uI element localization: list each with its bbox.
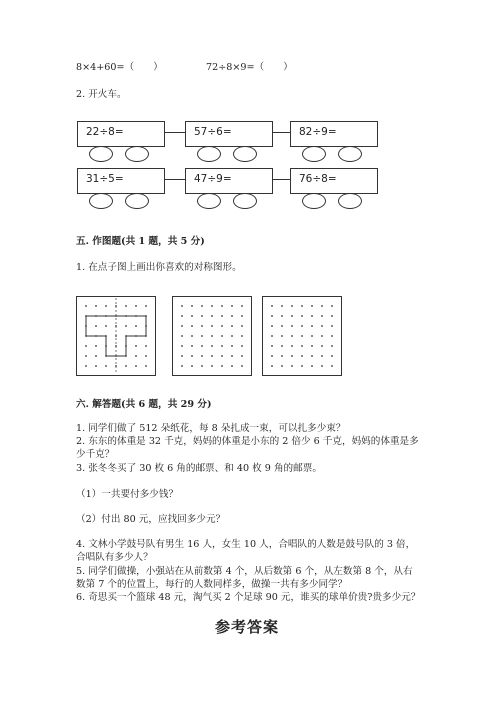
grid-dot [301, 345, 303, 347]
grid-dot [231, 355, 233, 357]
grid-dot [231, 315, 233, 317]
grid-dot [291, 315, 293, 317]
grid-dot [201, 335, 203, 337]
grid-dot [221, 305, 223, 307]
section-6-question-3-part-1: （1）一共要付多少钱？ [76, 489, 179, 500]
answer-section-title: 参考答案 [215, 618, 280, 636]
grid-dot [221, 315, 223, 317]
calc-question-1: 8×4+60=（ ） [76, 62, 163, 73]
grid-dot [181, 365, 183, 367]
grid-dot [221, 355, 223, 357]
grid-dot [311, 315, 313, 317]
grid-dot [105, 325, 107, 327]
grid-dot [311, 345, 313, 347]
question-2-label: 2. 开火车。 [76, 89, 127, 100]
section-5-heading: 五. 作图题(共 1 题，共 5 分) [76, 236, 205, 247]
grid-dot [321, 365, 323, 367]
train-car-4-expression: 31÷5= [86, 173, 124, 185]
grid-dot [125, 305, 127, 307]
grid-dot [85, 365, 87, 367]
grid-dot [231, 325, 233, 327]
train-car-5-expression: 47÷9= [194, 173, 232, 185]
section-6-question-4-line-1: 4. 文林小学鼓号队有男生 16 人，女生 10 人，合唱队的人数是鼓号队的 3 倍， [76, 539, 416, 550]
train-car-1-expression: 22÷8= [86, 126, 124, 138]
grid-dot [281, 335, 283, 337]
grid-dot [291, 325, 293, 327]
train-connector [164, 179, 185, 180]
grid-dot [221, 345, 223, 347]
grid-dot [211, 325, 213, 327]
grid-dot [201, 355, 203, 357]
grid-dot [321, 345, 323, 347]
grid-dot [241, 365, 243, 367]
grid-dot [191, 325, 193, 327]
grid-dot [211, 315, 213, 317]
grid-dot [291, 365, 293, 367]
train-connector [272, 132, 290, 133]
grid-dot [221, 365, 223, 367]
grid-dot [331, 325, 333, 327]
section-5-question-1: 1. 在点子图上画出你喜欢的对称图形。 [76, 262, 242, 273]
grid-dot [281, 325, 283, 327]
grid-dot [271, 365, 273, 367]
train-car-6 [290, 168, 378, 194]
grid-dot [105, 305, 107, 307]
grid-dot [85, 345, 87, 347]
grid-dot [271, 345, 273, 347]
section-6-question-1: 1. 同学们做了 512 朵纸花，每 8 朵扎成一束，可以扎多少束？ [76, 423, 346, 434]
section-6-question-4-line-2: 合唱队有多少人？ [76, 552, 153, 563]
train-car-4 [77, 168, 165, 194]
grid-dot [231, 345, 233, 347]
grid-dot [271, 335, 273, 337]
grid-dot [281, 355, 283, 357]
grid-dot [201, 315, 203, 317]
grid-dot [95, 355, 97, 357]
train-wheel [338, 193, 362, 209]
grid-dot [241, 335, 243, 337]
dot-grid-example [76, 296, 156, 376]
grid-dot [241, 345, 243, 347]
dot-grid-blank-2[interactable] [262, 296, 342, 376]
grid-dot [191, 355, 193, 357]
train-wheel [197, 146, 221, 162]
train-wheel [197, 193, 221, 209]
train-wheel [89, 193, 113, 209]
grid-dot [191, 305, 193, 307]
grid-dot [211, 365, 213, 367]
grid-dot [271, 325, 273, 327]
grid-dot [135, 355, 137, 357]
grid-dot [321, 315, 323, 317]
train-wheel [233, 146, 257, 162]
grid-dot [301, 305, 303, 307]
train-wheel [125, 193, 149, 209]
grid-dot [125, 365, 127, 367]
dot-grid-blank-1[interactable] [172, 296, 252, 376]
grid-dot [291, 345, 293, 347]
train-connector [164, 132, 185, 133]
grid-dot [145, 345, 147, 347]
grid-dot [241, 315, 243, 317]
grid-dot [95, 305, 97, 307]
grid-dot [301, 365, 303, 367]
grid-dot [181, 315, 183, 317]
grid-dot [231, 335, 233, 337]
train-car-3-expression: 82÷9= [299, 126, 337, 138]
grid-dot [211, 345, 213, 347]
grid-dot [311, 355, 313, 357]
grid-dot [281, 365, 283, 367]
grid-dot [135, 345, 137, 347]
grid-dot [181, 305, 183, 307]
train-wheel [125, 146, 149, 162]
grid-dot [105, 365, 107, 367]
grid-dot [181, 335, 183, 337]
grid-dot [331, 345, 333, 347]
grid-dot [241, 305, 243, 307]
grid-dot [125, 325, 127, 327]
grid-dot [145, 305, 147, 307]
grid-dot [311, 325, 313, 327]
grid-dot [281, 315, 283, 317]
train-car-2-expression: 57÷6= [194, 126, 232, 138]
train-wheel [302, 146, 326, 162]
grid-dot [85, 355, 87, 357]
grid-dot [311, 305, 313, 307]
grid-dot [301, 335, 303, 337]
section-6-question-5-line-2: 数第 7 个的位置上，每行的人数同样多，做操一共有多少同学？ [76, 579, 348, 590]
train-wheel [302, 193, 326, 209]
section-6-heading: 六. 解答题(共 6 题，共 29 分) [76, 399, 212, 410]
section-6-question-5-line-1: 5. 同学们做操，小强站在从前数第 4 个，从后数第 6 个，从左数第 8 个，从右 [76, 566, 413, 577]
grid-dot [321, 325, 323, 327]
grid-dot [301, 315, 303, 317]
grid-dot [321, 335, 323, 337]
grid-dot [145, 365, 147, 367]
grid-dot [301, 325, 303, 327]
section-6-question-3: 3. 张冬冬买了 30 枚 6 角的邮票、和 40 枚 9 角的邮票。 [76, 463, 322, 474]
grid-dot [271, 315, 273, 317]
train-car-2 [185, 121, 273, 147]
grid-dot [201, 325, 203, 327]
grid-dot [211, 305, 213, 307]
train-wheel [233, 193, 257, 209]
grid-dot [271, 355, 273, 357]
grid-dot [95, 345, 97, 347]
grid-dot [291, 335, 293, 337]
grid-dot [85, 305, 87, 307]
grid-dot [191, 315, 193, 317]
grid-dot [291, 305, 293, 307]
train-car-3 [290, 121, 378, 147]
grid-dot [291, 355, 293, 357]
grid-dot [145, 355, 147, 357]
train-car-6-expression: 76÷8= [299, 173, 337, 185]
train-wheel [89, 146, 113, 162]
grid-dot [241, 325, 243, 327]
section-6-question-2-line-2: 少千克？ [76, 449, 115, 460]
grid-dot [231, 305, 233, 307]
train-connector [272, 179, 290, 180]
grid-dot [211, 335, 213, 337]
grid-dot [191, 365, 193, 367]
grid-dot [201, 305, 203, 307]
grid-dot [271, 305, 273, 307]
grid-dot [311, 365, 313, 367]
grid-dot [135, 305, 137, 307]
grid-dot [331, 355, 333, 357]
grid-dot [95, 325, 97, 327]
train-car-1 [77, 121, 165, 147]
grid-dot [181, 325, 183, 327]
grid-dot [181, 345, 183, 347]
grid-dot [221, 325, 223, 327]
grid-dot [301, 355, 303, 357]
section-6-question-2-line-1: 2. 东东的体重是 32 千克，妈妈的体重是小东的 2 倍少 6 千克，妈妈的体重是多 [76, 436, 419, 447]
grid-dot [181, 355, 183, 357]
grid-dot [311, 335, 313, 337]
grid-dot [95, 365, 97, 367]
grid-dot [201, 365, 203, 367]
grid-dot [135, 325, 137, 327]
grid-dot [231, 365, 233, 367]
grid-dot [321, 305, 323, 307]
grid-dot [321, 355, 323, 357]
grid-dot [221, 335, 223, 337]
train-car-5 [185, 168, 273, 194]
section-6-question-6: 6. 奇思买一个篮球 48 元，淘气买 2 个足球 90 元，谁买的球单价贵?贵多少元？ [76, 592, 421, 603]
grid-dot [281, 345, 283, 347]
grid-dot [331, 315, 333, 317]
grid-dot [331, 335, 333, 337]
grid-dot [281, 305, 283, 307]
grid-dot [201, 345, 203, 347]
train-wheel [338, 146, 362, 162]
grid-dot [331, 365, 333, 367]
calc-question-2: 72÷8×9=（ ） [206, 62, 293, 73]
grid-dot [331, 305, 333, 307]
grid-dot [211, 355, 213, 357]
grid-dot [191, 345, 193, 347]
section-6-question-3-part-2: （2）付出 80 元，应找回多少元？ [76, 514, 226, 525]
grid-dot [191, 335, 193, 337]
grid-dot [241, 355, 243, 357]
grid-dot [135, 365, 137, 367]
